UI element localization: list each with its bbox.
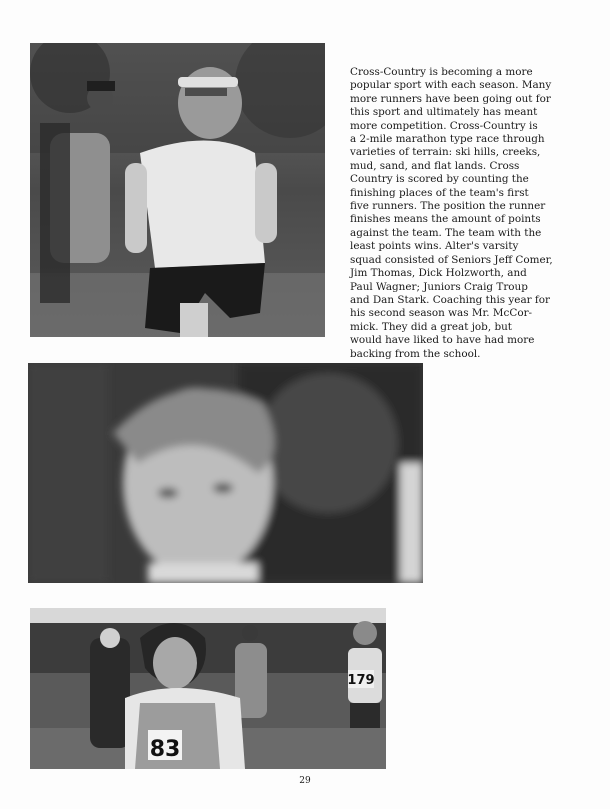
front-runner-bib: 83	[149, 737, 181, 762]
article-line: Jim Thomas, Dick Holzworth, and	[350, 267, 527, 280]
article-line: and Dan Stark. Coaching this year for	[350, 293, 550, 306]
article-line: his second season was Mr. McCor-	[350, 307, 533, 320]
article-line: Country is scored by counting the	[350, 173, 529, 186]
article-line: a 2-mile marathon type race through	[350, 133, 545, 146]
article-line: varieties of terrain: ski hills, creeks,	[350, 146, 541, 159]
article-line: against the team. The team with the	[350, 226, 542, 239]
article-line: this sport and ultimately has meant	[350, 106, 538, 119]
runners-with-bibs-photo	[30, 608, 386, 769]
article-line: squad consisted of Seniors Jeff Comer,	[350, 253, 553, 266]
article-line: mick. They did a great job, but	[350, 320, 512, 333]
article-line: Paul Wagner; Juniors Craig Troup	[350, 280, 528, 293]
article-line: five runners. The position the runner	[350, 200, 546, 213]
article-line: more competition. Cross-Country is	[350, 119, 538, 132]
article-line: mud, sand, and flat lands. Cross	[350, 159, 520, 172]
article-line: popular sport with each season. Many	[350, 79, 552, 92]
article-line: least points wins. Alter's varsity	[350, 240, 519, 253]
article-line: backing from the school.	[350, 347, 481, 360]
runner-headband-photo	[30, 43, 325, 337]
article-line: finishes means the amount of points	[350, 213, 541, 226]
article-line: more runners have been going out for	[350, 92, 551, 105]
blurred-runner-photo	[28, 363, 423, 583]
article-line: would have liked to have had more	[350, 334, 535, 347]
article-text	[350, 66, 580, 361]
page-number: 29	[299, 776, 311, 786]
back-runner-bib: 179	[347, 673, 375, 688]
article-line: finishing places of the team's first	[350, 186, 529, 199]
article-line: Cross-Country is becoming a more	[350, 66, 533, 78]
